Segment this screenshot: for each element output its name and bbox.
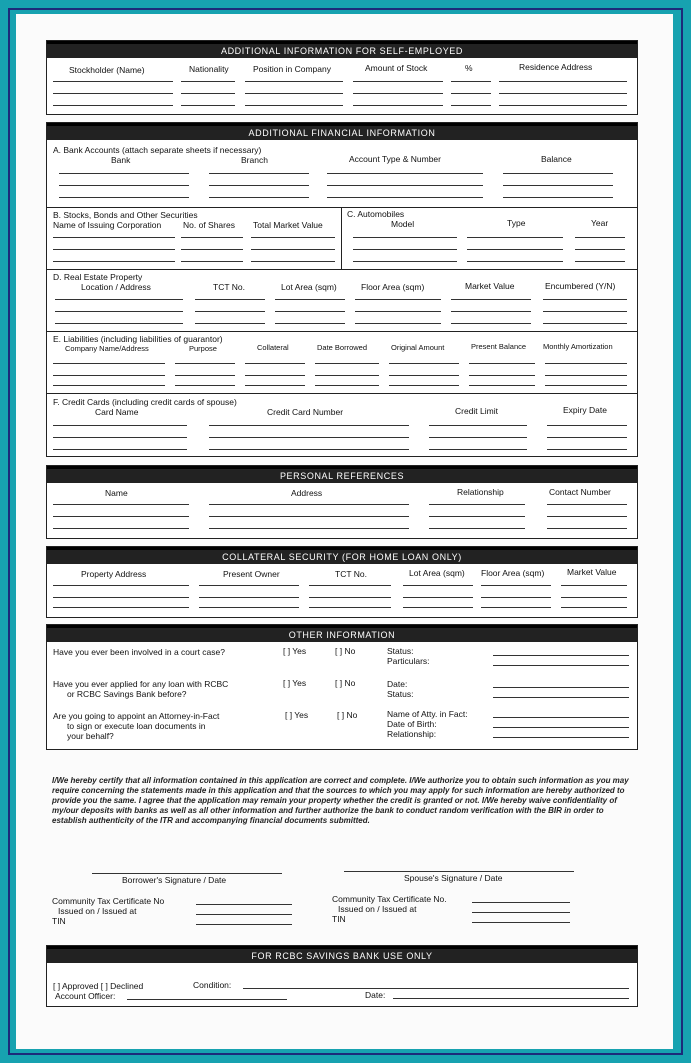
borrower-signature-line[interactable]	[92, 873, 282, 874]
li-col-company: Company Name/Address	[65, 344, 149, 353]
entry-line[interactable]	[53, 597, 189, 598]
stocks-heading: B. Stocks, Bonds and Other Securities	[53, 210, 198, 220]
q-prior-loan-2: or RCBC Savings Bank before?	[67, 689, 187, 699]
entry-line[interactable]	[53, 363, 165, 364]
row-divider	[47, 269, 637, 270]
entry-line[interactable]	[389, 385, 459, 386]
entry-line[interactable]	[53, 261, 175, 262]
entry-line[interactable]	[55, 299, 183, 300]
re-col-encumbered: Encumbered (Y/N)	[545, 281, 616, 291]
entry-line[interactable]	[315, 385, 379, 386]
entry-line[interactable]	[545, 375, 627, 376]
entry-line[interactable]	[59, 173, 189, 174]
entry-line[interactable]	[353, 81, 443, 82]
stocks-col-value: Total Market Value	[253, 220, 323, 230]
entry-line[interactable]	[53, 516, 189, 517]
self-employed-section	[46, 40, 638, 115]
spouse-ctc-label: Community Tax Certificate No.	[332, 894, 447, 904]
col-residence: Residence Address	[519, 62, 593, 72]
entry-line[interactable]	[353, 237, 457, 238]
entry-line[interactable]	[53, 585, 189, 586]
entry-line[interactable]	[199, 607, 299, 608]
entry-line[interactable]	[499, 105, 627, 106]
entry-line[interactable]	[275, 299, 345, 300]
ref-col-relationship: Relationship	[457, 487, 504, 497]
entry-line[interactable]	[353, 105, 443, 106]
entry-line[interactable]	[543, 323, 627, 324]
entry-line[interactable]	[575, 237, 625, 238]
entry-line[interactable]	[355, 323, 441, 324]
col-present-owner: Present Owner	[223, 569, 280, 579]
entry-line[interactable]	[275, 311, 345, 312]
borrower-tin-line[interactable]	[196, 924, 292, 925]
entry-line[interactable]	[53, 105, 173, 106]
re-col-market: Market Value	[465, 281, 515, 291]
entry-line[interactable]	[403, 597, 473, 598]
credit-heading: F. Credit Cards (including credit cards of spouse)	[53, 397, 237, 407]
entry-line[interactable]	[353, 93, 443, 94]
financial-title: ADDITIONAL FINANCIAL INFORMATION	[47, 123, 637, 140]
entry-line[interactable]	[209, 185, 309, 186]
entry-line[interactable]	[499, 81, 627, 82]
date-line[interactable]	[493, 687, 629, 688]
li-col-date: Date Borrowed	[317, 343, 368, 352]
spouse-issued-label: Issued on / Issued at	[338, 904, 417, 914]
collateral-title: COLLATERAL SECURITY (FOR HOME LOAN ONLY)	[47, 547, 637, 564]
entry-line[interactable]	[575, 261, 625, 262]
other-section	[46, 624, 638, 750]
borrower-tin-label: TIN	[52, 916, 66, 926]
entry-line[interactable]	[181, 81, 235, 82]
entry-line[interactable]	[389, 363, 459, 364]
entry-line[interactable]	[327, 173, 483, 174]
dob-line[interactable]	[493, 727, 629, 728]
q2-date-label: Date:	[387, 679, 408, 689]
entry-line[interactable]	[547, 516, 627, 517]
entry-line[interactable]	[53, 425, 187, 426]
q3-atty-label: Name of Atty. in Fact:	[387, 709, 468, 719]
bank-col-balance: Balance	[541, 154, 572, 164]
entry-line[interactable]	[469, 363, 535, 364]
column-divider	[341, 207, 342, 269]
entry-line[interactable]	[451, 323, 531, 324]
entry-line[interactable]	[209, 197, 309, 198]
col-nationality: Nationality	[189, 64, 229, 74]
col-stockholder: Stockholder (Name)	[69, 65, 145, 75]
bank-heading: A. Bank Accounts (attach separate sheets if necessary)	[53, 145, 262, 155]
entry-line[interactable]	[309, 597, 391, 598]
entry-line[interactable]	[195, 311, 265, 312]
entry-line[interactable]	[245, 375, 305, 376]
entry-line[interactable]	[467, 261, 563, 262]
condition-line[interactable]	[243, 988, 629, 989]
q3-no[interactable]: [ ] No	[337, 710, 358, 720]
status-line[interactable]	[493, 655, 629, 656]
entry-line[interactable]	[181, 237, 243, 238]
entry-line[interactable]	[451, 93, 491, 94]
q1-status-label: Status:	[387, 646, 414, 656]
entry-line[interactable]	[481, 597, 551, 598]
entry-line[interactable]	[355, 311, 441, 312]
entry-line[interactable]	[195, 299, 265, 300]
stocks-col-shares: No. of Shares	[183, 220, 235, 230]
entry-line[interactable]	[429, 425, 527, 426]
entry-line[interactable]	[561, 607, 627, 608]
li-col-purpose: Purpose	[189, 344, 217, 353]
date-line[interactable]	[393, 998, 629, 999]
entry-line[interactable]	[209, 173, 309, 174]
entry-line[interactable]	[175, 363, 235, 364]
entry-line[interactable]	[545, 385, 627, 386]
spouse-issued-line[interactable]	[472, 912, 570, 913]
spouse-signature-label: Spouse's Signature / Date	[404, 873, 503, 883]
entry-line[interactable]	[245, 363, 305, 364]
q2-no[interactable]: [ ] No	[335, 678, 356, 688]
entry-line[interactable]	[547, 449, 627, 450]
col-property-address: Property Address	[81, 569, 147, 579]
date-label: Date:	[365, 990, 386, 1000]
spouse-tin-label: TIN	[332, 914, 346, 924]
entry-line[interactable]	[53, 528, 189, 529]
particulars-line[interactable]	[493, 665, 629, 666]
bank-col-branch: Branch	[241, 155, 268, 165]
references-title: PERSONAL REFERENCES	[47, 466, 637, 483]
entry-line[interactable]	[245, 385, 305, 386]
entry-line[interactable]	[389, 375, 459, 376]
entry-line[interactable]	[199, 597, 299, 598]
spouse-tin-line[interactable]	[472, 922, 570, 923]
realestate-heading: D. Real Estate Property	[53, 272, 143, 282]
li-col-amortization: Monthly Amortization	[543, 342, 613, 351]
bank-col-account: Account Type & Number	[349, 154, 441, 164]
entry-line[interactable]	[181, 93, 235, 94]
entry-line[interactable]	[209, 449, 409, 450]
entry-line[interactable]	[53, 607, 189, 608]
entry-line[interactable]	[181, 261, 243, 262]
entry-line[interactable]	[199, 585, 299, 586]
entry-line[interactable]	[451, 105, 491, 106]
entry-line[interactable]	[315, 375, 379, 376]
col-amount-stock: Amount of Stock	[365, 63, 428, 73]
row-divider	[47, 331, 637, 332]
bank-use-section	[46, 945, 638, 1007]
entry-line[interactable]	[451, 299, 531, 300]
financial-section	[46, 122, 638, 457]
entry-line[interactable]	[499, 93, 627, 94]
entry-line[interactable]	[353, 261, 457, 262]
spouse-ctc-line[interactable]	[472, 902, 570, 903]
entry-line[interactable]	[55, 323, 183, 324]
entry-line[interactable]	[209, 528, 409, 529]
entry-line[interactable]	[547, 528, 627, 529]
q3-dob-label: Date of Birth:	[387, 719, 437, 729]
col-lot-area: Lot Area (sqm)	[409, 568, 465, 578]
entry-line[interactable]	[467, 237, 563, 238]
entry-line[interactable]	[403, 607, 473, 608]
entry-line[interactable]	[275, 323, 345, 324]
status-line[interactable]	[493, 697, 629, 698]
relationship-line[interactable]	[493, 737, 629, 738]
cc-col-name: Card Name	[95, 407, 139, 417]
entry-line[interactable]	[53, 437, 187, 438]
q1-yes[interactable]: [ ] Yes	[283, 646, 307, 656]
q-attorney-2: to sign or execute loan documents in	[67, 721, 206, 731]
entry-line[interactable]	[547, 437, 627, 438]
liabilities-heading: E. Liabilities (including liabilities of guarantor)	[53, 334, 223, 344]
condition-label: Condition:	[193, 980, 232, 990]
entry-line[interactable]	[575, 249, 625, 250]
entry-line[interactable]	[561, 585, 627, 586]
q2-status-label: Status:	[387, 689, 414, 699]
entry-line[interactable]	[503, 197, 613, 198]
q3-yes[interactable]: [ ] Yes	[285, 710, 309, 720]
row-divider	[47, 207, 637, 208]
entry-line[interactable]	[175, 385, 235, 386]
entry-line[interactable]	[53, 237, 175, 238]
entry-line[interactable]	[245, 81, 343, 82]
entry-line[interactable]	[429, 516, 525, 517]
stocks-col-name: Name of Issuing Corporation	[53, 220, 162, 230]
entry-line[interactable]	[209, 504, 409, 505]
entry-line[interactable]	[467, 249, 563, 250]
entry-line[interactable]	[181, 249, 243, 250]
entry-line[interactable]	[543, 311, 627, 312]
col-market-value: Market Value	[567, 567, 617, 577]
entry-line[interactable]	[429, 528, 525, 529]
entry-line[interactable]	[503, 173, 613, 174]
entry-line[interactable]	[53, 375, 165, 376]
entry-line[interactable]	[53, 449, 187, 450]
autos-col-type: Type	[507, 218, 526, 228]
collateral-section	[46, 546, 638, 618]
entry-line[interactable]	[561, 597, 627, 598]
q2-yes[interactable]: [ ] Yes	[283, 678, 307, 688]
entry-line[interactable]	[53, 249, 175, 250]
entry-line[interactable]	[309, 607, 391, 608]
q-court-case: Have you ever been involved in a court case?	[53, 647, 225, 657]
q1-no[interactable]: [ ] No	[335, 646, 356, 656]
re-col-floor: Floor Area (sqm)	[361, 282, 425, 292]
entry-line[interactable]	[481, 585, 551, 586]
cc-col-number: Credit Card Number	[267, 407, 344, 417]
entry-line[interactable]	[55, 311, 183, 312]
entry-line[interactable]	[251, 237, 335, 238]
borrower-issued-label: Issued on / Issued at	[58, 906, 137, 916]
autos-heading: C. Automobiles	[347, 209, 405, 219]
col-tct: TCT No.	[335, 569, 367, 579]
entry-line[interactable]	[429, 437, 527, 438]
entry-line[interactable]	[209, 437, 409, 438]
entry-line[interactable]	[469, 375, 535, 376]
entry-line[interactable]	[429, 504, 525, 505]
q-attorney-3: your behalf?	[67, 731, 114, 741]
entry-line[interactable]	[53, 93, 173, 94]
cc-col-limit: Credit Limit	[455, 406, 498, 416]
account-officer-line[interactable]	[127, 999, 287, 1000]
re-col-lot: Lot Area (sqm)	[281, 282, 337, 292]
re-col-location: Location / Address	[81, 282, 151, 292]
references-section	[46, 465, 638, 539]
q-prior-loan-1: Have you ever applied for any loan with RCBC	[53, 679, 229, 689]
entry-line[interactable]	[209, 516, 409, 517]
entry-line[interactable]	[209, 425, 409, 426]
re-col-tct: TCT No.	[213, 282, 245, 292]
self-employed-title: ADDITIONAL INFORMATION FOR SELF-EMPLOYED	[47, 41, 637, 58]
entry-line[interactable]	[327, 185, 483, 186]
borrower-ctc-label: Community Tax Certificate No	[52, 896, 165, 906]
borrower-issued-line[interactable]	[196, 914, 292, 915]
entry-line[interactable]	[251, 249, 335, 250]
entry-line[interactable]	[469, 385, 535, 386]
entry-line[interactable]	[543, 299, 627, 300]
entry-line[interactable]	[547, 425, 627, 426]
bank-col-bank: Bank	[111, 155, 131, 165]
li-col-original: Original Amount	[391, 343, 445, 352]
entry-line[interactable]	[451, 311, 531, 312]
spouse-signature-line[interactable]	[344, 871, 574, 872]
entry-line[interactable]	[53, 385, 165, 386]
entry-line[interactable]	[59, 185, 189, 186]
approved-declined[interactable]: [ ] Approved [ ] Declined	[53, 981, 144, 991]
q1-particulars-label: Particulars:	[387, 656, 430, 666]
entry-line[interactable]	[59, 197, 189, 198]
entry-line[interactable]	[547, 504, 627, 505]
entry-line[interactable]	[309, 585, 391, 586]
entry-line[interactable]	[245, 93, 343, 94]
autos-col-model: Model	[391, 219, 415, 229]
other-title: OTHER INFORMATION	[47, 625, 637, 642]
entry-line[interactable]	[195, 323, 265, 324]
entry-line[interactable]	[353, 249, 457, 250]
certification-text: I/We hereby certify that all information contained in this application are correct and complete. I/We authorize you to obtain such information as you may require concerning the statements made in this application and that the sources to which you may apply for such information are hereby authorized to provide you the same. I agree that the application may remain your property whether the credit is granted or not. I/We hereby waive confidentiality of my/our deposits with banks as well as all other information and further authorize the bank to conduct random verification with the BIR in order to establish authenticity of the ITR and accompanying financial documents submitted.	[52, 776, 629, 825]
q-attorney-1: Are you going to appoint an Attorney-in-Fact	[53, 711, 220, 721]
entry-line[interactable]	[327, 197, 483, 198]
atty-line[interactable]	[493, 717, 629, 718]
entry-line[interactable]	[175, 375, 235, 376]
li-col-collateral: Collateral	[257, 343, 289, 352]
entry-line[interactable]	[451, 81, 491, 82]
col-position: Position in Company	[253, 64, 331, 74]
entry-line[interactable]	[315, 363, 379, 364]
borrower-ctc-line[interactable]	[196, 904, 292, 905]
col-floor-area: Floor Area (sqm)	[481, 568, 545, 578]
q3-relationship-label: Relationship:	[387, 729, 437, 739]
ref-col-address: Address	[291, 488, 323, 498]
account-officer-label: Account Officer:	[55, 991, 116, 1001]
entry-line[interactable]	[503, 185, 613, 186]
cc-col-expiry: Expiry Date	[563, 405, 607, 415]
entry-line[interactable]	[355, 299, 441, 300]
borrower-signature-label: Borrower's Signature / Date	[122, 875, 227, 885]
entry-line[interactable]	[53, 81, 173, 82]
entry-line[interactable]	[181, 105, 235, 106]
entry-line[interactable]	[53, 504, 189, 505]
entry-line[interactable]	[245, 105, 343, 106]
entry-line[interactable]	[251, 261, 335, 262]
row-divider	[47, 393, 637, 394]
ref-col-name: Name	[105, 488, 128, 498]
autos-col-year: Year	[591, 218, 609, 228]
entry-line[interactable]	[429, 449, 527, 450]
entry-line[interactable]	[545, 363, 627, 364]
entry-line[interactable]	[481, 607, 551, 608]
li-col-balance: Present Balance	[471, 342, 527, 351]
col-percent: %	[465, 63, 473, 73]
bank-use-title: FOR RCBC SAVINGS BANK USE ONLY	[47, 946, 637, 963]
ref-col-contact: Contact Number	[549, 487, 611, 497]
entry-line[interactable]	[403, 585, 473, 586]
